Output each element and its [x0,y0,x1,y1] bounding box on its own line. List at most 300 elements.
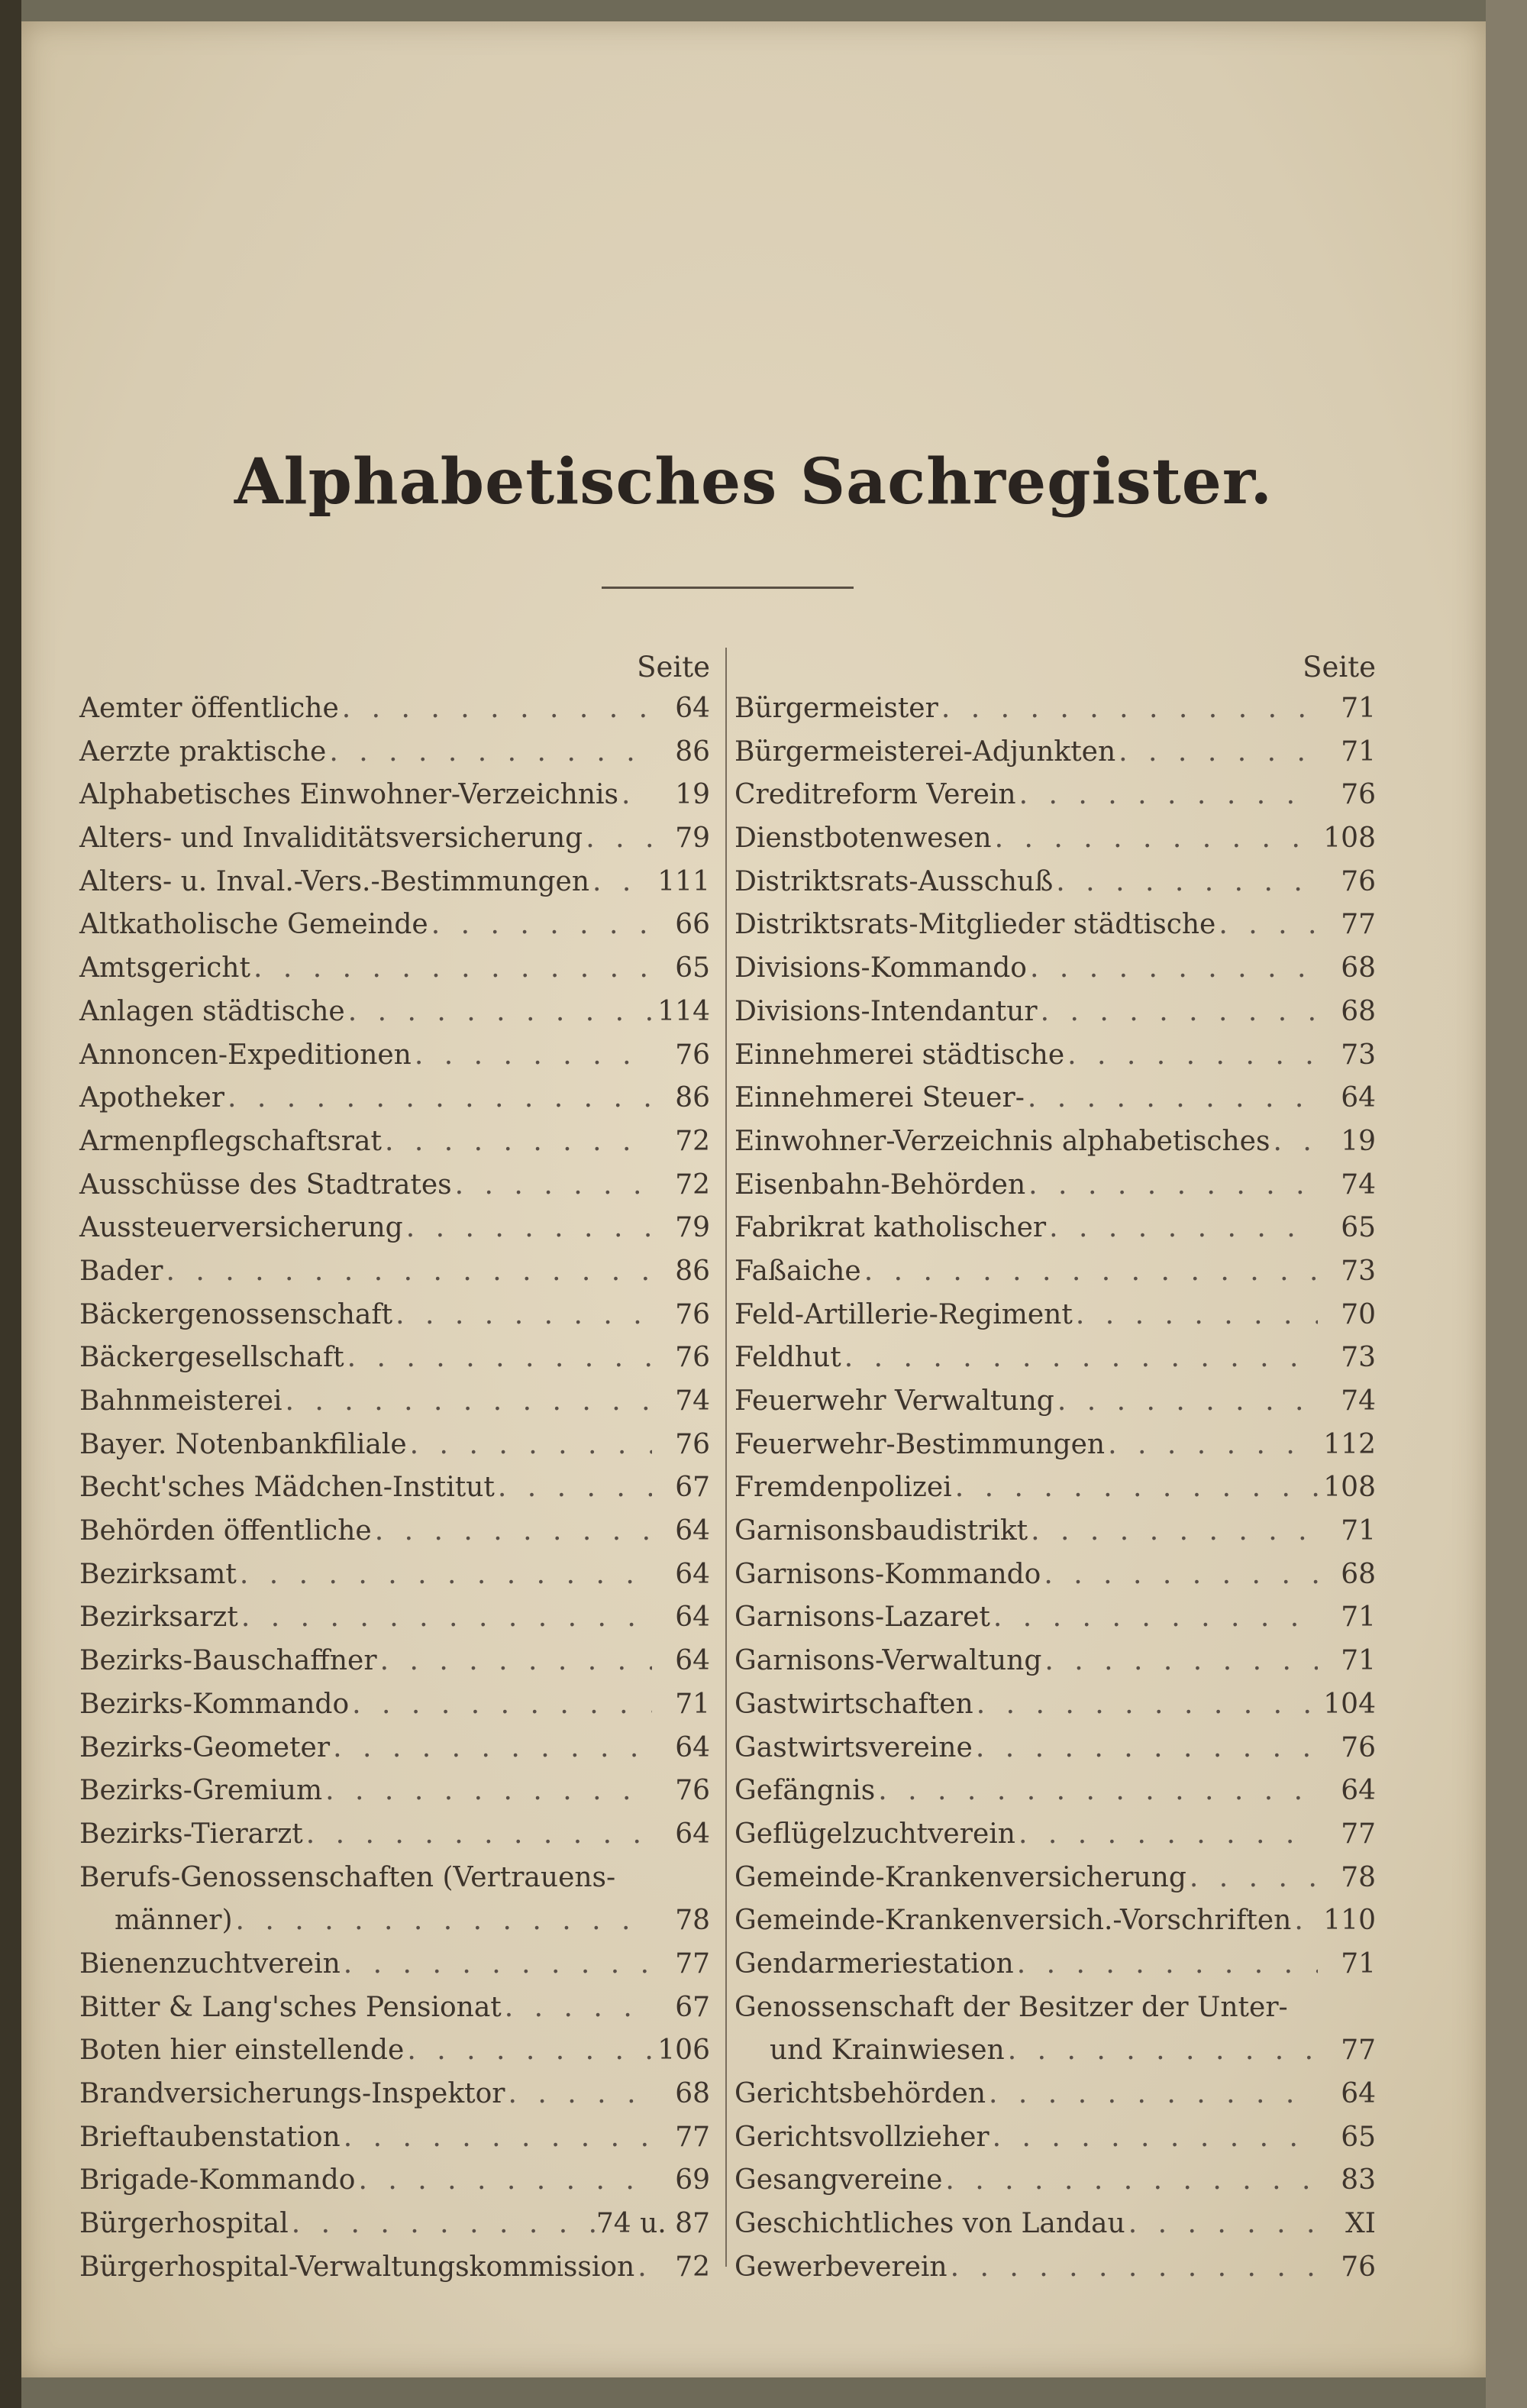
index-entry-page: 64 [1341,2078,1376,2109]
index-entry [79,1207,713,1250]
index-entry-text: Aussteuerversicherung [79,1212,403,1244]
index-entry [734,2029,1379,2073]
index-entry-text: Gendarmeriestation [734,1947,1014,1980]
leader-dots [341,2116,652,2160]
index-entry-page: 78 [675,1905,710,1937]
index-entry [79,1640,713,1683]
index-entry-text: Eisenbahn-Behörden [734,1168,1026,1201]
index-entry [734,817,1379,861]
index-entry-text: Boten hier einstellende [79,2035,405,2067]
index-entry [79,817,713,861]
leader-dots [1041,1553,1318,1597]
index-entry [734,2116,1379,2160]
index-entry-page: 72 [675,2251,710,2283]
index-entry [79,2159,713,2203]
leader-dots [233,1899,652,1943]
leader-dots [841,1337,1318,1380]
leader-dots [1025,1164,1318,1207]
index-entry-text: Aerzte praktische [79,735,327,768]
index-entry-text: Bezirks-Bauschaffner [79,1645,377,1677]
index-entry-page: 77 [1341,909,1376,941]
leader-dots [583,817,652,861]
index-entry-text: Garnisons-Lazaret [734,1602,990,1634]
leader-dots [403,1207,652,1250]
index-entry-page: 19 [675,779,710,811]
leader-dots [1125,2203,1318,2246]
index-entry-page: 64 [675,1818,710,1850]
leader-dots [1038,991,1318,1034]
leader-dots [952,1466,1318,1510]
index-entry-page: 76 [1341,779,1376,811]
leader-dots [355,2159,652,2203]
index-entry [734,1034,1379,1078]
index-entry-page: 66 [675,909,710,941]
leader-dots [495,1466,652,1510]
index-entry-page: 68 [1341,952,1376,984]
index-entry-text: Gerichtsbehörden [734,2078,986,2109]
index-entry-page: 72 [675,1125,710,1157]
leader-dots [1028,1510,1318,1553]
index-entry [79,2073,713,2116]
leader-dots [452,1164,652,1207]
leader-dots [1291,1899,1318,1943]
index-entry-text: Geflügelzuchtverein [734,1818,1015,1850]
index-list-right [734,687,1379,2289]
leader-dots [392,1294,652,1337]
index-entry-page: 77 [675,1947,710,1980]
index-entry-page: 108 [1323,823,1376,855]
index-entry [79,1857,713,1900]
index-entry-text: Bezirks-Kommando [79,1688,350,1720]
index-entry-text: Bezirksamt [79,1558,237,1590]
index-entry [734,1727,1379,1770]
index-entry-text: Brigade-Kommando [79,2164,356,2196]
index-entry-page: 111 [657,865,710,897]
index-entry-page: 64 [675,1602,710,1634]
leader-dots [875,1770,1318,1813]
index-entry [734,1424,1379,1467]
index-entry-text: Altkatholische Gemeinde [79,909,428,941]
index-entry-page: 86 [675,1255,710,1287]
leader-dots [303,1813,652,1857]
leader-dots [989,2116,1318,2160]
leader-dots [412,1034,652,1078]
index-entry [734,2246,1379,2290]
index-entry-page: 78 [1341,1861,1376,1893]
index-entry-text: Bürgerhospital-Verwaltungskommission [79,2251,635,2283]
index-entry [734,947,1379,991]
leader-dots [1016,774,1318,817]
leader-dots [382,1120,652,1164]
seite-header-left: Seite [637,651,710,684]
leader-dots [349,1683,652,1727]
index-entry [734,1986,1379,2030]
index-entry [79,687,713,731]
index-entry [734,1770,1379,1813]
index-entry-page: 106 [657,2035,710,2067]
index-entry-page: 74 [1341,1168,1376,1201]
index-entry-page: 76 [1341,2251,1376,2283]
index-column-right [734,648,1379,2289]
index-entry-page: 65 [1341,1212,1376,1244]
index-entry-page: 76 [1341,865,1376,897]
index-entry-text: Bürgermeister [734,693,938,724]
leader-dots [326,731,652,774]
leader-dots [1015,1813,1318,1857]
index-entry-text: Bahnmeisterei [79,1385,282,1417]
leader-dots [1186,1857,1318,1900]
index-entry-page: 68 [1341,995,1376,1027]
index-entry-text: Bader [79,1255,163,1287]
index-entry [79,991,713,1034]
index-entry [79,774,713,817]
index-entry-page: 77 [1341,1818,1376,1850]
index-entry-page: XI [1345,2208,1376,2240]
index-entry-page: 71 [1341,693,1376,724]
leader-dots [1014,1943,1318,1986]
index-entry-text: Bäckergesellschaft [79,1342,344,1374]
index-entry-page: 108 [1323,1472,1376,1504]
index-entry [79,1899,713,1943]
leader-dots [428,903,652,947]
index-entry-page: 67 [675,1472,710,1504]
index-entry-page: 68 [675,2078,710,2109]
index-entry-text: Fabrikrat katholischer [734,1212,1047,1244]
leader-dots [377,1640,652,1683]
title-rule [602,587,854,589]
index-entry [79,1294,713,1337]
leader-dots [973,1727,1318,1770]
index-entry-page: 86 [675,1082,710,1114]
index-entry [734,1380,1379,1424]
index-entry [734,1899,1379,1943]
leader-dots [250,947,652,991]
index-entry-page: 79 [675,823,710,855]
index-entry-text: Becht'sches Mädchen-Institut [79,1472,495,1504]
index-entry-page: 72 [675,1168,710,1201]
index-entry [734,1207,1379,1250]
index-entry-page: 76 [675,1342,710,1374]
index-entry-text: Garnisons-Verwaltung [734,1645,1042,1677]
index-entry [79,1727,713,1770]
page-title: Alphabetisches Sachregister. [234,445,1274,519]
index-column-left [79,648,713,2289]
index-entry [79,1034,713,1078]
index-entry-text: Gesangvereine [734,2164,943,2196]
index-entry-text: Divisions-Intendantur [734,995,1038,1027]
index-entry-page: 76 [675,1298,710,1330]
index-entry [79,1596,713,1640]
index-entry-page: 76 [1341,1731,1376,1763]
index-entry [734,1120,1379,1164]
index-entry [734,1596,1379,1640]
index-entry-text: Brandversicherungs-Inspektor [79,2078,505,2109]
index-entry [734,1337,1379,1380]
index-entry [734,1857,1379,1900]
leader-dots [942,2159,1318,2203]
index-entry-text: Bezirks-Gremium [79,1775,323,1807]
index-entry-page: 76 [675,1775,710,1807]
index-entry [79,2246,713,2290]
index-entry-text: Alters- und Invaliditätsversicherung [79,823,583,855]
index-entry-page: 73 [1341,1039,1376,1071]
index-entry-page: 76 [675,1039,710,1071]
index-entry-page: 86 [675,735,710,768]
leader-dots [938,687,1318,731]
leader-dots [1025,1077,1318,1120]
index-entry-page: 69 [675,2164,710,2196]
leader-dots [1073,1294,1318,1337]
index-entry-page: 77 [1341,2035,1376,2067]
index-entry [734,1077,1379,1120]
leader-dots [322,1770,652,1813]
index-entry-text: Alphabetisches Einwohner-Verzeichnis [79,779,618,811]
leader-dots [163,1250,652,1294]
index-entry-text: Feld-Artillerie-Regiment [734,1298,1073,1330]
index-entry-page: 64 [1341,1775,1376,1807]
index-entry-text: Ausschüsse des Stadtrates [79,1168,452,1201]
index-entry-page: 64 [675,1645,710,1677]
index-entry-text: Bezirks-Tierarzt [79,1818,303,1850]
leader-dots [339,687,652,731]
index-entry [79,1510,713,1553]
leader-dots [330,1727,652,1770]
leader-dots [1054,1380,1318,1424]
index-entry-text: Gastwirtsvereine [734,1731,973,1763]
index-entry-page: 64 [675,1558,710,1590]
index-entry [734,1294,1379,1337]
index-entry [734,2159,1379,2203]
index-entry [79,1250,713,1294]
index-entry-text: Anlagen städtische [79,995,345,1027]
book-page [21,21,1486,2377]
index-entry-page: 71 [1341,1602,1376,1634]
book-spine-edge [0,0,21,2408]
index-entry [79,861,713,904]
index-entry-page: 74 [1341,1385,1376,1417]
index-entry-text: Bitter & Lang'sches Pensionat [79,1991,502,2023]
index-entry-text: männer) [115,1905,233,1937]
index-entry [734,903,1379,947]
index-entry-text: Annoncen-Expeditionen [79,1039,412,1071]
index-entry-text: Aemter öffentliche [79,693,339,724]
index-entry [79,1553,713,1597]
leader-dots [1115,731,1318,774]
index-entry-page: 110 [1323,1905,1376,1937]
index-entry-text: Bürgermeisterei-Adjunkten [734,735,1116,768]
index-entry [79,1120,713,1164]
leader-dots [1053,861,1318,904]
index-entry [79,1943,713,1986]
leader-dots [1005,2029,1318,2073]
index-entry-text: Bienenzuchtverein [79,1947,341,1980]
index-entry-page: 70 [1341,1298,1376,1330]
index-entry [79,1986,713,2030]
index-entry-text: Distriktsrats-Ausschuß [734,865,1054,897]
index-entry-text: Einnehmerei Steuer- [734,1082,1025,1114]
index-entry [734,1510,1379,1553]
index-entry-text: Divisions-Kommando [734,952,1027,984]
index-entry-text: Gastwirtschaften [734,1688,973,1720]
leader-dots [589,861,652,904]
index-entry-text: Dienstbotenwesen [734,823,992,855]
index-entry-page: 71 [675,1688,710,1720]
leader-dots [237,1553,652,1597]
index-entry-text: Feuerwehr-Bestimmungen [734,1428,1106,1460]
index-entry-text: Faßaiche [734,1255,861,1287]
index-entry [734,1813,1379,1857]
index-entry-text: Gemeinde-Krankenversich.-Vorschriften [734,1905,1292,1937]
leader-dots [1027,947,1318,991]
leader-dots [948,2246,1318,2290]
index-entry-page: 79 [675,1212,710,1244]
index-entry [79,2029,713,2073]
index-entry-text: Armenpflegschaftsrat [79,1125,382,1157]
index-entry-text: Berufs-Genossenschaften (Vertrauens- [79,1861,616,1893]
index-entry [79,1424,713,1467]
index-entry-page: 64 [675,1515,710,1547]
index-entry-text: Gewerbeverein [734,2251,948,2283]
index-entry-text: Bezirksarzt [79,1602,238,1634]
column-divider [725,648,727,2267]
leader-dots [341,1943,652,1986]
index-entry-text: Bäckergenossenschaft [79,1298,393,1330]
index-entry-page: 19 [1341,1125,1376,1157]
index-entry-page: 64 [675,693,710,724]
index-entry [79,2203,713,2246]
index-entry [734,687,1379,731]
index-entry-text: Feuerwehr Verwaltung [734,1385,1054,1417]
index-entry-text: Garnisonsbaudistrikt [734,1515,1028,1547]
index-entry-page: 71 [1341,1645,1376,1677]
leader-dots [861,1250,1318,1294]
index-entry [734,731,1379,774]
index-entry-page: 77 [675,2121,710,2153]
index-entry-text: Brieftaubenstation [79,2121,341,2153]
index-entry-page: 67 [675,1991,710,2023]
index-entry [734,1640,1379,1683]
leader-dots [992,817,1318,861]
leader-dots [505,2073,652,2116]
index-entry-text: Amtsgericht [79,952,250,984]
index-entry [734,774,1379,817]
index-entry-text: Einwohner-Verzeichnis alphabetisches [734,1125,1270,1157]
index-entry [734,1553,1379,1597]
index-entry [79,1337,713,1380]
index-entry [79,1813,713,1857]
leader-dots [502,1986,652,2030]
seite-header-right: Seite [1303,651,1376,684]
leader-dots [618,774,652,817]
leader-dots [238,1596,652,1640]
index-entry-text: Creditreform Verein [734,779,1016,811]
index-entry-text: Gefängnis [734,1775,876,1807]
index-entry-text: Bürgerhospital [79,2208,289,2240]
index-entry [79,1770,713,1813]
leader-dots [1270,1120,1318,1164]
index-entry [79,903,713,947]
index-entry-text: Bezirks-Geometer [79,1731,331,1763]
leader-dots [986,2073,1318,2116]
index-entry-text: Garnisons-Kommando [734,1558,1041,1590]
leader-dots [282,1380,652,1424]
index-entry-page: 65 [675,952,710,984]
index-entry-text: Fremdenpolizei [734,1472,952,1504]
leader-dots [289,2203,596,2246]
leader-dots [1215,903,1318,947]
leader-dots [990,1596,1318,1640]
index-entry-page: 112 [1323,1428,1376,1460]
index-entry-text: und Krainwiesen [770,2035,1005,2067]
book-cover-edge [1486,0,1527,2408]
index-entry-page: 74 [675,1385,710,1417]
index-entry-page: 64 [675,1731,710,1763]
leader-dots [407,1424,652,1467]
index-entry-text: Feldhut [734,1342,841,1374]
leader-dots [345,991,652,1034]
index-entry [734,1683,1379,1727]
index-entry-text: Gerichtsvollzieher [734,2121,989,2153]
leader-dots [224,1077,652,1120]
index-entry [734,2203,1379,2246]
index-entry-page: 74 u. 87 [596,2208,710,2240]
index-entry [79,1380,713,1424]
index-entry [79,1164,713,1207]
index-entry-text: Einnehmerei städtische [734,1039,1065,1071]
index-entry [79,2116,713,2160]
index-entry-page: 73 [1341,1342,1376,1374]
index-entry [734,2073,1379,2116]
leader-dots [1046,1207,1318,1250]
leader-dots [1041,1640,1318,1683]
leader-dots [1105,1424,1318,1467]
index-entry-page: 104 [1323,1688,1376,1720]
index-entry-text: Geschichtliches von Landau [734,2208,1125,2240]
index-entry [734,991,1379,1034]
index-entry-page: 76 [675,1428,710,1460]
index-entry-page: 73 [1341,1255,1376,1287]
index-entry [734,861,1379,904]
index-entry-page: 71 [1341,735,1376,768]
index-entry-page: 71 [1341,1947,1376,1980]
index-entry-text: Alters- u. Inval.-Vers.-Bestimmungen [79,865,590,897]
leader-dots [973,1683,1318,1727]
index-entry [79,731,713,774]
index-entry-text: Genossenschaft der Besitzer der Unter- [734,1991,1288,2023]
index-entry-text: Bayer. Notenbankfiliale [79,1428,407,1460]
index-entry [79,1077,713,1120]
index-entry [734,1466,1379,1510]
index-entry [734,1250,1379,1294]
leader-dots [372,1510,652,1553]
index-entry-page: 64 [1341,1082,1376,1114]
index-entry [79,1683,713,1727]
index-entry-text: Apotheker [79,1082,225,1114]
index-entry-page: 65 [1341,2121,1376,2153]
leader-dots [344,1337,652,1380]
leader-dots [404,2029,652,2073]
index-list-left [79,687,713,2289]
index-entry-page: 83 [1341,2164,1376,2196]
index-entry-text: Distriktsrats-Mitglieder städtische [734,909,1216,941]
index-entry [734,1943,1379,1986]
index-entry [734,1164,1379,1207]
index-entry-text: Behörden öffentliche [79,1515,372,1547]
index-entry-page: 71 [1341,1515,1376,1547]
index-entry-page: 114 [657,995,710,1027]
index-entry [79,1466,713,1510]
index-entry-text: Gemeinde-Krankenversicherung [734,1861,1186,1893]
